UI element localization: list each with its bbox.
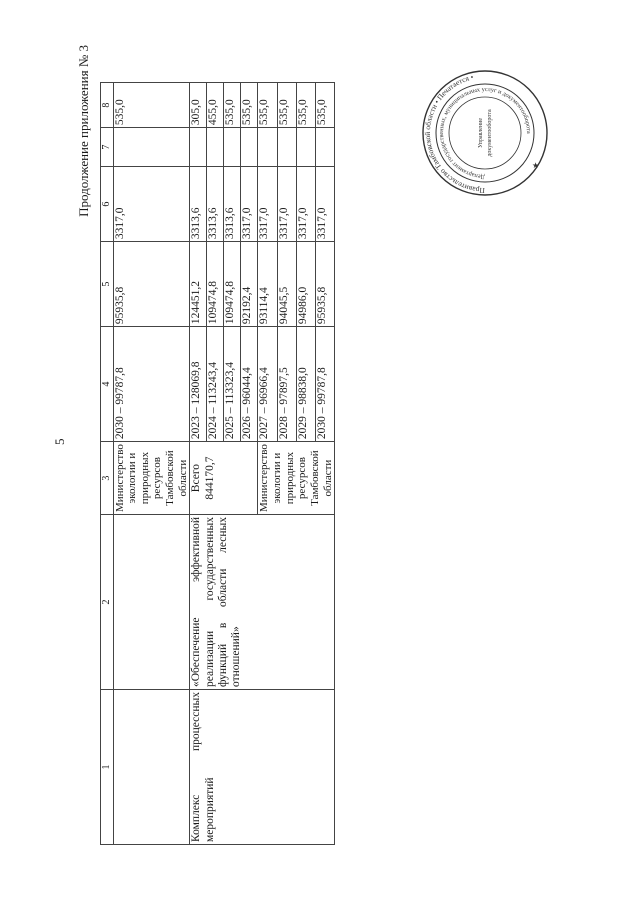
row-v8: 535,0 (277, 83, 296, 128)
row-v5: 109474,8 (224, 242, 241, 327)
row-v7 (207, 128, 224, 167)
row-period: 2028 – 97897,5 (277, 327, 296, 442)
row-v5: 93114,4 (258, 242, 277, 327)
row-v6: 3313,6 (190, 167, 207, 242)
section-description: «Обеспечение эффективной реализации государственных функций в области лесных отношений» (190, 515, 335, 690)
stamp-middle-text: Департамент государственных, муниципальных услуг и документооборота (437, 85, 533, 181)
row-v8: 535,0 (258, 83, 277, 128)
row-v6: 3317,0 (241, 167, 258, 242)
row-v6: 3317,0 (296, 167, 315, 242)
row-v7 (296, 128, 315, 167)
row-v8: 535,0 (315, 83, 334, 128)
row-v8: 455,0 (207, 83, 224, 128)
row-v6: 3317,0 (315, 167, 334, 242)
row-v5: 94045,5 (277, 242, 296, 327)
continuation-title: Продолжение приложения № 3 (76, 45, 91, 217)
carryover-row (113, 83, 190, 845)
carryover-v6: 3317,0 (113, 167, 190, 242)
carryover-cell-1 (113, 690, 190, 845)
row-v8: 305,0 (190, 83, 207, 128)
row-v8: 535,0 (224, 83, 241, 128)
program-table (100, 82, 335, 845)
row-v5: 94986,0 (296, 242, 315, 327)
col-header-2: 2 (101, 515, 114, 690)
row-period: 2023 – 128069,8 (190, 327, 207, 442)
row-v7 (224, 128, 241, 167)
col-header-4: 4 (101, 327, 114, 442)
row-period: 2024 – 113243,4 (207, 327, 224, 442)
row-v6: 3313,6 (224, 167, 241, 242)
rotated-document (76, 45, 420, 845)
row-v6: 3313,6 (207, 167, 224, 242)
carryover-cell-2 (113, 515, 190, 690)
row-v7 (315, 128, 334, 167)
carryover-v5: 95935,8 (113, 242, 190, 327)
row-period: 2029 – 98838,0 (296, 327, 315, 442)
carryover-v8: 535,0 (113, 83, 190, 128)
row-v8: 535,0 (296, 83, 315, 128)
row-period: 2025 – 113323,4 (224, 327, 241, 442)
row-v6: 3317,0 (258, 167, 277, 242)
carryover-v7 (113, 128, 190, 167)
column-number-row (101, 83, 114, 845)
col-header-3: 3 (101, 442, 114, 515)
col-header-8: 8 (101, 83, 114, 128)
col-header-7: 7 (101, 128, 114, 167)
svg-text:документооборота: документооборота (487, 109, 493, 157)
stamp-star-icon: ★ (532, 161, 540, 170)
row-v7 (258, 128, 277, 167)
table-row (190, 83, 207, 845)
row-v7 (277, 128, 296, 167)
row-v7 (190, 128, 207, 167)
row-v5: 124451,2 (190, 242, 207, 327)
stamp-outer-text: Правительство Тамбовской области • Печатается • (422, 72, 486, 196)
carryover-period: 2030 – 99787,8 (113, 327, 190, 442)
section-total-label: Всего (190, 463, 203, 493)
row-v5: 109474,8 (207, 242, 224, 327)
row-v5: 95935,8 (315, 242, 334, 327)
section-total-cell (190, 442, 258, 515)
section-name: Комплекс процессных мероприятий (190, 690, 335, 845)
row-period: 2027 – 96966,4 (258, 327, 277, 442)
section-ministry: Министерство экологии и природных ресурсов Тамбовской области (258, 442, 335, 515)
row-v6: 3317,0 (277, 167, 296, 242)
stamp-center (478, 109, 493, 157)
row-period: 2030 – 99787,8 (315, 327, 334, 442)
row-v5: 92192,4 (241, 242, 258, 327)
row-v7 (241, 128, 258, 167)
svg-text:Управление: Управление (478, 117, 484, 149)
col-header-5: 5 (101, 242, 114, 327)
col-header-6: 6 (101, 167, 114, 242)
row-v8: 535,0 (241, 83, 258, 128)
section-total-value: 844170,7 (203, 456, 216, 500)
carryover-ministry: Министерство экологии и природных ресурсов Тамбовской области (113, 442, 190, 515)
page-number: 5 (52, 438, 67, 445)
col-header-1: 1 (101, 690, 114, 845)
row-period: 2026 – 96044,4 (241, 327, 258, 442)
official-stamp (420, 68, 550, 198)
